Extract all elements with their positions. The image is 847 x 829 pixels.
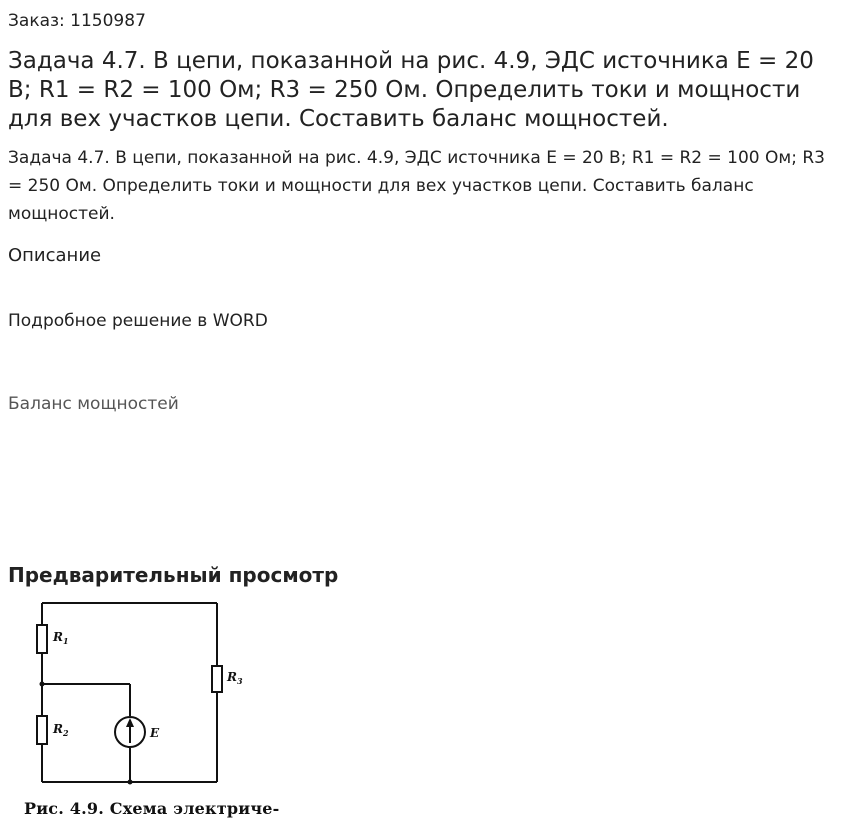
page-title: Задача 4.7. В цепи, показанной на рис. 4.9, ЭДС источника Е = 20 В; R1 = R2 = 100 Ом; R3 = 250 Ом. Определить токи и мощности для вех участков цепи. Составить баланс мощностей. bbox=[8, 48, 814, 132]
circuit-diagram-image bbox=[8, 596, 288, 826]
label-e: E bbox=[150, 726, 160, 740]
order-number: Заказ: 1150987 bbox=[8, 11, 146, 31]
description-section-label: Описание bbox=[8, 245, 102, 266]
emf-arrow-head bbox=[126, 718, 134, 727]
label-r3: $R_3$ bbox=[227, 670, 243, 686]
figure-caption: Рис. 4.9. Схема электриче- bbox=[24, 799, 280, 818]
junction-node bbox=[40, 682, 45, 687]
resistor-r1 bbox=[37, 625, 47, 653]
resistor-r2 bbox=[37, 716, 47, 744]
preview-heading: Предварительный просмотр bbox=[8, 563, 339, 587]
junction-node bbox=[128, 780, 133, 785]
power-balance-link[interactable]: Баланс мощностей bbox=[8, 394, 179, 414]
label-r2: $R_2$ bbox=[53, 722, 69, 738]
solution-note: Подробное решение в WORD bbox=[8, 311, 268, 331]
circuit-diagram bbox=[8, 596, 288, 796]
label-r1: $R_1$ bbox=[53, 630, 69, 646]
task-description: Задача 4.7. В цепи, показанной на рис. 4.9, ЭДС источника Е = 20 В; R1 = R2 = 100 Ом; R3 = 250 Ом. Определить токи и мощности для вех участков цепи. Составить баланс мощностей. bbox=[8, 148, 825, 224]
resistor-r3 bbox=[212, 666, 222, 692]
